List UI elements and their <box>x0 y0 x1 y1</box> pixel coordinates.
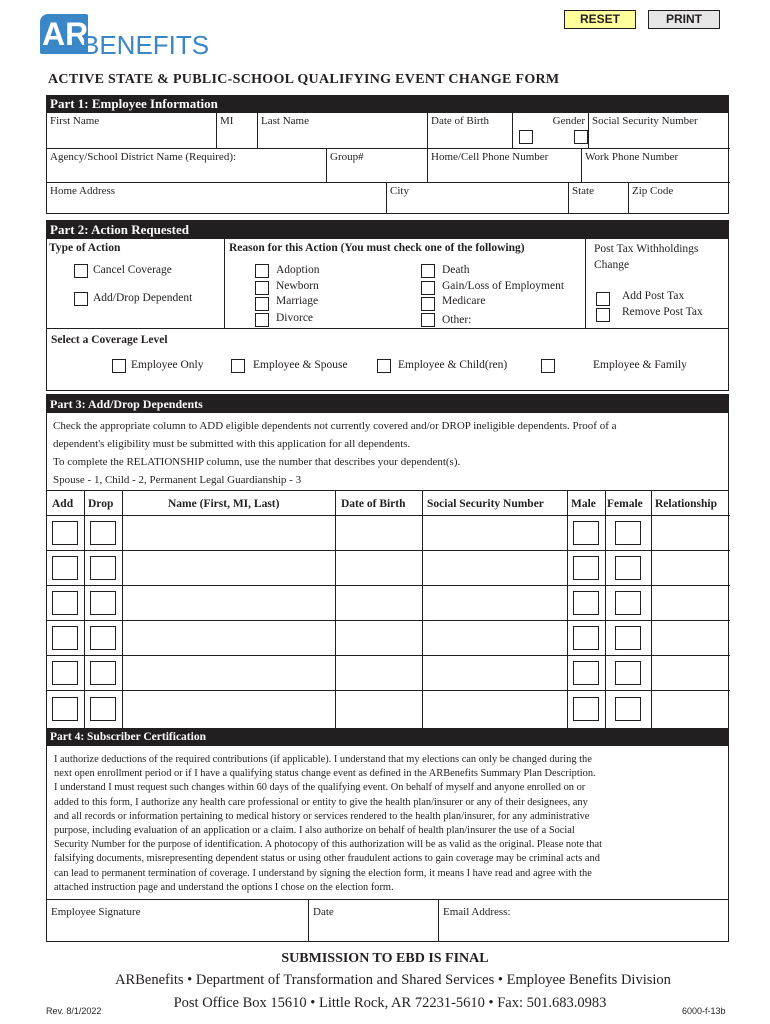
remove-post-tax-label: Remove Post Tax <box>622 306 703 318</box>
part1-header: Part 1: Employee Information <box>46 95 729 113</box>
drop-checkbox[interactable] <box>90 591 116 615</box>
coverage-level-section <box>46 329 729 391</box>
male-checkbox[interactable] <box>573 591 599 615</box>
revision-date: Rev. 8/1/2022 <box>46 1006 102 1016</box>
print-button[interactable]: PRINT <box>648 10 720 29</box>
cert-line: and all records or information pertaining to medical history or services rendered to the health plan/insurer, for any administrative <box>54 810 590 822</box>
female-checkbox[interactable] <box>615 661 641 685</box>
newborn-label: Newborn <box>276 280 319 292</box>
male-checkbox[interactable] <box>573 626 599 650</box>
coverage-level-label: Select a Coverage Level <box>51 334 168 346</box>
divorce-label: Divorce <box>276 312 314 324</box>
email-field[interactable]: Email Address: <box>443 906 511 918</box>
footer-department: ARBenefits • Department of Transformation and Shared Services • Employee Benefits Division <box>115 972 671 988</box>
female-checkbox[interactable] <box>615 697 641 721</box>
add-checkbox[interactable] <box>52 661 78 685</box>
cert-line: purpose, including evaluation of an application or a claim. I also authorize on behalf of health plan/insurer the use of a Social <box>54 825 575 837</box>
employee-spouse-label: Employee & Spouse <box>253 359 348 371</box>
employee-only-label: Employee Only <box>131 359 204 371</box>
part1-grid <box>46 113 729 214</box>
reason-label: Reason for this Action (You must check one of the following) <box>229 242 525 254</box>
dependent-row <box>47 516 730 551</box>
dependent-row <box>47 551 730 586</box>
divorce-checkbox[interactable] <box>255 313 269 327</box>
add-checkbox[interactable] <box>52 591 78 615</box>
remove-post-tax-checkbox[interactable] <box>596 308 610 322</box>
col-dob: Date of Birth <box>341 498 406 510</box>
logo-benefits-text: BENEFITS <box>82 30 210 60</box>
mi-field[interactable]: MI <box>217 113 258 149</box>
cert-line: added to this form, I authorize any health care professional or entity to give the health plan/insurer or any of their designees, any <box>54 796 588 808</box>
other-label: Other: <box>442 314 472 326</box>
zip-field[interactable]: Zip Code <box>632 185 674 197</box>
employee-spouse-checkbox[interactable] <box>231 359 245 373</box>
col-relationship: Relationship <box>655 498 717 510</box>
gender-female-checkbox[interactable] <box>574 130 588 144</box>
marriage-label: Marriage <box>276 295 319 307</box>
last-name-field[interactable]: Last Name <box>258 113 428 149</box>
employee-family-checkbox[interactable] <box>541 359 555 373</box>
cert-line: falsifying documents, misrepresenting dependent status or using other fraudulent actions to gain coverage may be criminal acts and <box>54 853 600 865</box>
signature-section <box>46 900 729 942</box>
drop-checkbox[interactable] <box>90 626 116 650</box>
add-checkbox[interactable] <box>52 521 78 545</box>
cert-line: I understand I must request such changes within 60 days of the qualifying event. On behalf of myself and anyone enrolled on or <box>54 782 586 794</box>
cert-line: can lead to permanent termination of coverage. I understand by signing the election form, it means I have read and agree with the <box>54 867 592 879</box>
col-female: Female <box>607 498 643 510</box>
home-phone-field[interactable]: Home/Cell Phone Number <box>428 149 582 183</box>
cert-line: next open enrollment period or if I have a qualifying status change event as defined in the ARBenefits Summary Plan Description. <box>54 768 596 780</box>
add-post-tax-label: Add Post Tax <box>622 290 685 302</box>
post-tax-label: Post Tax Withholdings Change <box>594 243 699 271</box>
cancel-coverage-label: Cancel Coverage <box>93 264 172 276</box>
dob-field[interactable]: Date of Birth <box>428 113 513 149</box>
part3-header: Part 3: Add/Drop Dependents <box>46 394 729 413</box>
adoption-label: Adoption <box>276 264 320 276</box>
dependent-row <box>47 586 730 621</box>
add-drop-dependent-label: Add/Drop Dependent <box>93 292 193 304</box>
home-address-field[interactable]: Home Address <box>47 183 387 214</box>
female-checkbox[interactable] <box>615 626 641 650</box>
type-of-action-label: Type of Action <box>49 242 121 254</box>
death-label: Death <box>442 264 470 276</box>
reset-button[interactable]: RESET <box>564 10 636 29</box>
dependents-header-row <box>47 491 730 516</box>
male-checkbox[interactable] <box>573 556 599 580</box>
medicare-label: Medicare <box>442 295 486 307</box>
drop-checkbox[interactable] <box>90 521 116 545</box>
part3-instruction-line: Spouse - 1, Child - 2, Permanent Legal Guardianship - 3 <box>53 474 302 486</box>
dependents-table <box>46 491 729 729</box>
male-checkbox[interactable] <box>573 521 599 545</box>
add-checkbox[interactable] <box>52 556 78 580</box>
female-checkbox[interactable] <box>615 591 641 615</box>
logo-ar-text: AR <box>42 16 89 52</box>
dependent-row <box>47 656 730 691</box>
col-drop: Drop <box>88 498 114 510</box>
date-field[interactable]: Date <box>309 900 439 941</box>
male-checkbox[interactable] <box>573 697 599 721</box>
employee-children-checkbox[interactable] <box>377 359 391 373</box>
part2-header: Part 2: Action Requested <box>46 220 729 239</box>
employee-only-checkbox[interactable] <box>112 359 126 373</box>
employee-family-label: Employee & Family <box>593 359 687 371</box>
death-checkbox[interactable] <box>421 264 435 278</box>
col-ssn: Social Security Number <box>427 498 544 510</box>
part3-instruction-line: Check the appropriate column to ADD eligible dependents not currently covered and/or DROP ineligible dependents. Proof of a <box>53 420 617 432</box>
part3-instruction-line: dependent's eligibility must be submitted with this application for all dependents. <box>53 438 411 450</box>
gain-loss-employment-label: Gain/Loss of Employment <box>442 280 565 292</box>
adoption-checkbox[interactable] <box>255 264 269 278</box>
form-title: ACTIVE STATE & PUBLIC-SCHOOL QUALIFYING EVENT CHANGE FORM <box>48 72 560 87</box>
ssn-field[interactable]: Social Security Number <box>589 113 730 149</box>
col-name: Name (First, MI, Last) <box>168 498 280 510</box>
form-number: 6000-f-13b <box>682 1006 726 1016</box>
part3-instructions <box>46 413 729 491</box>
drop-checkbox[interactable] <box>90 661 116 685</box>
gain-loss-employment-checkbox[interactable] <box>421 281 435 295</box>
gender-male-checkbox[interactable] <box>519 130 533 144</box>
dependent-row <box>47 621 730 656</box>
footer-address: Post Office Box 15610 • Little Rock, AR 72231-5610 • Fax: 501.683.0983 <box>173 995 607 1011</box>
cert-line: attached instruction page and understand the options I chose on the election form. <box>54 881 394 893</box>
part2-grid <box>46 239 729 329</box>
medicare-checkbox[interactable] <box>421 297 435 311</box>
group-field[interactable]: Group# <box>327 149 428 183</box>
work-phone-field[interactable]: Work Phone Number <box>582 149 730 183</box>
arbenefits-logo <box>40 14 210 60</box>
add-checkbox[interactable] <box>52 697 78 721</box>
cert-line: Security Number for the purpose of identification. A photocopy of this authorization will be as valid as the original. Please note that <box>54 839 602 851</box>
female-checkbox[interactable] <box>615 521 641 545</box>
female-checkbox[interactable] <box>615 556 641 580</box>
state-field[interactable]: State <box>569 183 629 214</box>
dependent-row <box>47 691 730 728</box>
add-post-tax-checkbox[interactable] <box>596 292 610 306</box>
gender-field: Gender <box>513 113 589 149</box>
submission-final: SUBMISSION TO EBD IS FINAL <box>281 951 489 966</box>
part4-header: Part 4: Subscriber Certification <box>46 729 729 746</box>
cancel-coverage-checkbox[interactable] <box>74 264 88 278</box>
add-checkbox[interactable] <box>52 626 78 650</box>
col-add: Add <box>52 498 74 510</box>
drop-checkbox[interactable] <box>90 697 116 721</box>
add-drop-dependent-checkbox[interactable] <box>74 292 88 306</box>
part4-certification <box>46 746 729 900</box>
first-name-field[interactable]: First Name <box>47 113 217 149</box>
employee-children-label: Employee & Child(ren) <box>398 359 508 371</box>
part3-instruction-line: To complete the RELATIONSHIP column, use the number that describes your dependent(s). <box>53 456 461 468</box>
employee-signature-field[interactable]: Employee Signature <box>47 900 309 941</box>
newborn-checkbox[interactable] <box>255 281 269 295</box>
marriage-checkbox[interactable] <box>255 297 269 311</box>
col-male: Male <box>571 498 596 510</box>
agency-field[interactable]: Agency/School District Name (Required): <box>47 149 327 183</box>
cert-line: I authorize deductions of the required contributions (if applicable). I understand that my elections can only be changed during the <box>54 754 592 765</box>
city-field[interactable]: City <box>387 183 569 214</box>
male-checkbox[interactable] <box>573 661 599 685</box>
other-checkbox[interactable] <box>421 313 435 327</box>
drop-checkbox[interactable] <box>90 556 116 580</box>
